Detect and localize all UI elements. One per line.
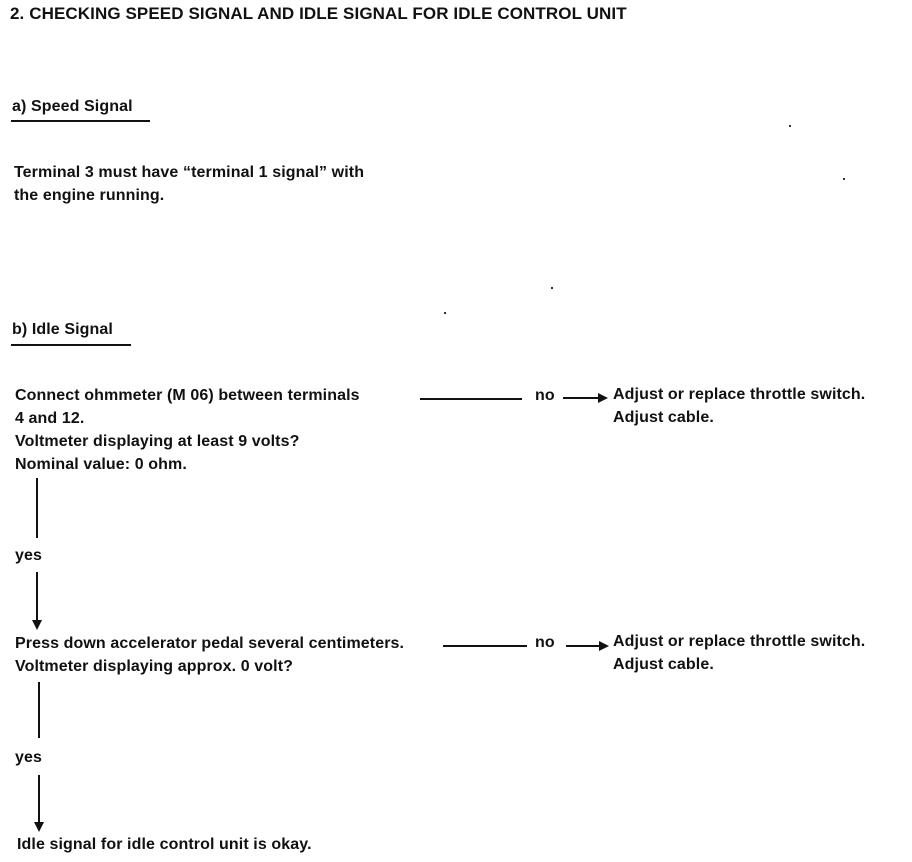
- step1-yes-line-top: [36, 478, 38, 538]
- step2-yes-line-bottom: [38, 775, 40, 825]
- step2-no-action-line-2: Adjust cable.: [613, 656, 714, 673]
- step1-yes-arrow-icon: [32, 620, 42, 630]
- idle-signal-underline: [11, 344, 131, 346]
- scan-speck: [551, 287, 553, 289]
- scan-speck: [789, 125, 791, 127]
- speed-signal-heading: a) Speed Signal: [12, 98, 133, 115]
- step2-no-label: no: [535, 634, 555, 651]
- speed-signal-text-line-1: Terminal 3 must have “terminal 1 signal” with: [14, 164, 365, 181]
- step2-connector-line: [443, 645, 527, 647]
- step1-connector-line: [420, 398, 522, 400]
- step1-no-arrow-icon: [598, 393, 608, 403]
- step1-line-3: Voltmeter displaying at least 9 volts?: [15, 433, 300, 450]
- step2-line-2: Voltmeter displaying approx. 0 volt?: [15, 658, 294, 675]
- step1-no-label: no: [535, 387, 555, 404]
- speed-signal-text-line-2: the engine running.: [14, 187, 165, 204]
- step1-no-arrow-line: [563, 397, 601, 399]
- step2-no-arrow-icon: [599, 641, 609, 651]
- step2-yes-label: yes: [15, 749, 42, 766]
- step1-yes-label: yes: [15, 547, 42, 564]
- scan-speck: [843, 178, 845, 180]
- step2-yes-line-top: [38, 682, 40, 738]
- step2-no-arrow-line: [566, 645, 602, 647]
- step1-no-action-line-1: Adjust or replace throttle switch.: [613, 386, 866, 403]
- step1-no-action-line-2: Adjust cable.: [613, 409, 714, 426]
- step1-line-2: 4 and 12.: [15, 410, 85, 427]
- step1-line-1: Connect ohmmeter (M 06) between terminals: [15, 387, 360, 404]
- step2-line-1: Press down accelerator pedal several centimeters.: [15, 635, 405, 652]
- idle-signal-heading: b) Idle Signal: [12, 321, 113, 338]
- step2-no-action-line-1: Adjust or replace throttle switch.: [613, 633, 866, 650]
- step1-line-4: Nominal value: 0 ohm.: [15, 456, 187, 473]
- scan-speck: [444, 312, 446, 314]
- page-title: 2. CHECKING SPEED SIGNAL AND IDLE SIGNAL FOR IDLE CONTROL UNIT: [10, 4, 627, 23]
- result-text: Idle signal for idle control unit is okay.: [17, 836, 312, 853]
- speed-signal-underline: [11, 120, 150, 122]
- step1-yes-line-bottom: [36, 572, 38, 622]
- step2-yes-arrow-icon: [34, 822, 44, 832]
